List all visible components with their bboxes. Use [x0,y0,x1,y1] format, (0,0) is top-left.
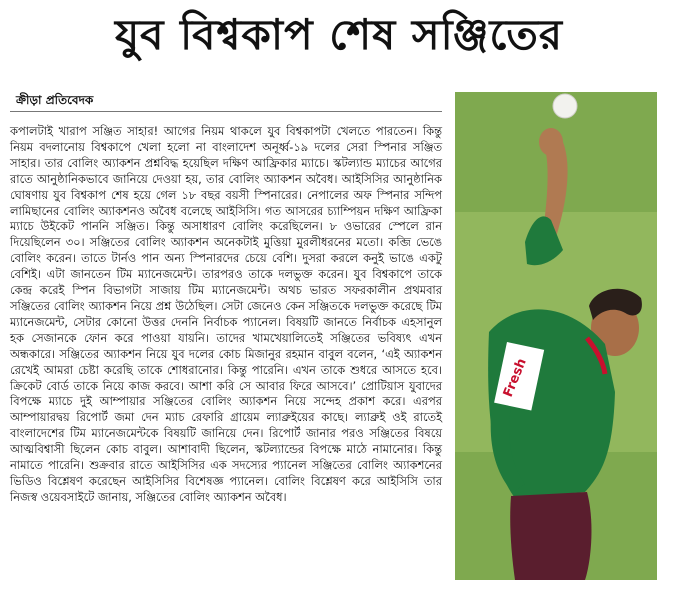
byline: ক্রীড়া প্রতিবেদক [16,93,94,107]
article-body: কপালটাই খারাপ সঞ্জিত সাহার! আগের নিয়ম থাকলে যুব বিশ্বকাপটা খেলতে পারতেন। কিন্তু নিয়ম বদলানোয় বিশ্বকাপে খেলা হলো না বাংলাদেশ অনূর্ধ্ব-১৯ দলের সেরা স্পিনার সঞ্জিত সাহার। তার বোলিং অ্যাকশন প্রশ্নবিদ্ধ হয়েছিল দক্ষিণ আফ্রিকার ম্যাচে। স্কটল্যান্ড ম্যাচের আগের রাতে আনুষ্ঠানিকভাবে জানিয়ে দেওয়া হয়, তার বোলিং অ্যাকশন অবৈধ। আইসিসির আনুষ্ঠানিক ঘোষণায় যুব বিশ্বকাপ শেষ হয়ে গেল ১৮ বছর বয়সী স্পিনারের। নেপালের অফ স্পিনার সন্দিপ লামিছানের বোলিং অ্যাকশনও অবৈধ বলেছে আইসিসি। গত আসরের চ্যাম্পিয়ন দক্ষিণ আফ্রিকা ম্যাচে উইকেট পাননি সঞ্জিত। কিন্তু অসাধারণ বোলিং করেছিলেন। ৮ ওভারের স্পেলে রান দিয়েছিলেন ৩০। সঞ্জিতের বোলিং অ্যাকশন অনেকটাই মুত্তিয়া মুরলীধরনের মতো। কব্জি ভেঙে বোলিং করেন। তাতে টার্নও পান অন্য স্পিনারদের চেয়ে বেশি। দুসরা করলে কনুই ভাঙে একটু বেশিই। এটা জানতেন টিম ম্যানেজমেন্ট। তারপরও তাকে দলভুক্ত করেন। যুব বিশ্বকাপে তাকে কেন্দ্র করেই স্পিন বিভাগটা সাজায় টিম ম্যানেজমেন্ট। অথচ ভারত সফরকালীন প্রথমবার সঞ্জিতের বোলিং অ্যাকশন নিয়ে প্রশ্ন উঠেছিল। সেটা জেনেও কেন সঞ্জিতকে দলভুক্ত করেছে টিম ম্যানেজমেন্ট, সেটার কোনো উত্তর দেননি নির্বাচক প্যানেল। বিষয়টি জানতে নির্বাচক এহসানুল হক সেজানকে ফোন করে পাওয়া যায়নি। তাদের খামখেয়ালিতেই সঞ্জিতের ভবিষ্যৎ এখন অন্ধকারে। সঞ্জিতের অ্যাকশন নিয়ে যুব দলের কোচ মিজানুর রহমান বাবুল বলেন, ‘এই অ্যাকশন রেখেই আমরা চেষ্টা করেছি তাকে শোধরানোর। কিন্তু পারেনি। এখন তাকে শুধরে আসতে হবে। ক্রিকেট বোর্ড তাকে নিয়ে কাজ করবে। আশা করি সে আবার ফিরে আসবে।’ প্রোটিয়াস যুবাদের বিপক্ষে ম্যাচে দুই আম্পায়ার সঞ্জিতের বোলিং অ্যাকশন নিয়ে সন্দেহ প্রকাশ করে। এরপর আম্পায়ারদ্বয় রিপোর্ট জমা দেন ম্যাচ রেফারি গ্রায়েম ল্যাব্রুইয়ের কাছে। ল্যাব্রুই ওই রাতেই বাংলাদেশের টিম ম্যানেজমেন্টকে বিষয়টি জানিয়ে দেন। রিপোর্ট জানার পরও সঞ্জিতের বিষয়ে আত্মবিশ্বাসী ছিলেন কোচ বাবুল। আশাবাদী ছিলেন, স্কটল্যান্ডের বিপক্ষে মাঠে নামানোর। কিন্তু নামাতে পারেনি। শুক্রবার রাতে আইসিসির এক সদস্যের প্যানেল সঞ্জিতের বোলিং অ্যাকশনের ভিডিও বিশ্লেষণ করেছেন আইসিসির বিশেষজ্ঞ প্যানেল। বোলিং বিশ্লেষণ করে আইসিসি তার নিজস্ব ওয়েবসাইটে জানায়, সঞ্জিতের বোলিং অ্যাকশন অবৈধ। [10,124,442,504]
cricketer-photo [455,92,657,580]
bowler-illustration [455,92,657,580]
headline: যুব বিশ্বকাপ শেষ সঞ্জিতের [114,10,564,59]
trousers [510,492,591,580]
jersey-sponsor-text: Fresh [500,356,530,400]
cricket-ball [553,94,577,118]
byline-rule [10,111,442,112]
